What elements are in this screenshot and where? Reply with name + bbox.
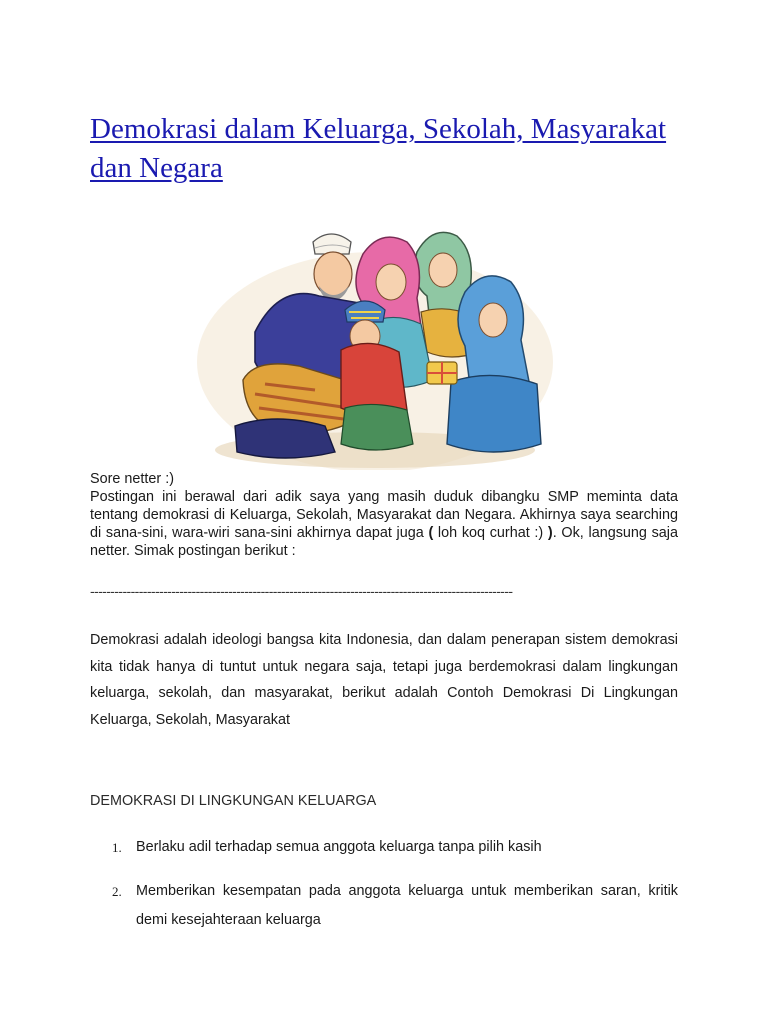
list-item-text: Memberikan kesempatan pada anggota keluarga untuk memberikan saran, kritik demi kesejahteraan keluarga <box>136 883 678 928</box>
section-heading: DEMOKRASI DI LINGKUNGAN KELUARGA <box>90 793 377 809</box>
democracy-paragraph: Demokrasi adalah ideologi bangsa kita Indonesia, dan dalam penerapan sistem demokrasi kita tidak hanya di tuntut untuk negara saja, tetapi juga berdemokrasi dalam lingkungan keluarga, sekolah, dan masyarakat, berikut adalah Contoh Demokrasi Di Lingkungan Keluarga, Sekolah, Masyarakat <box>90 632 678 728</box>
intro-body-end: . Ok, langsung saja netter. Simak postingan berikut : <box>90 525 679 559</box>
family-illustration <box>195 212 555 470</box>
list-item-text: Berlaku adil terhadap semua anggota keluarga tanpa pilih kasih <box>136 839 542 855</box>
paren-open: ( <box>428 525 434 541</box>
greeting: Sore netter :) <box>90 471 174 487</box>
paren-close: ) <box>547 525 553 541</box>
list-item <box>90 833 678 862</box>
intro-aside: loh koq curhat :) <box>433 525 548 541</box>
family-democracy-list <box>90 833 678 950</box>
intro-body-start: Postingan ini berawal dari adik saya yang masih duduk dibangku SMP meminta data tentang demokrasi di Keluarga, Sekolah, Masyarakat dan Negara. Akhirnya saya searching di sana-sini, wara-wiri sana-sini akhirnya dapat juga <box>90 489 678 541</box>
intro-text <box>90 470 678 560</box>
list-item-number: 1. <box>112 840 122 855</box>
list-item <box>90 877 678 935</box>
list-item-number: 2. <box>112 884 122 899</box>
intro-paragraph <box>90 488 678 560</box>
article-title-link[interactable]: Demokrasi dalam Keluarga, Sekolah, Masyarakat dan Negara <box>90 113 667 184</box>
dashed-divider: -------------------------------------------------------------------------------------------------------- <box>90 583 513 599</box>
